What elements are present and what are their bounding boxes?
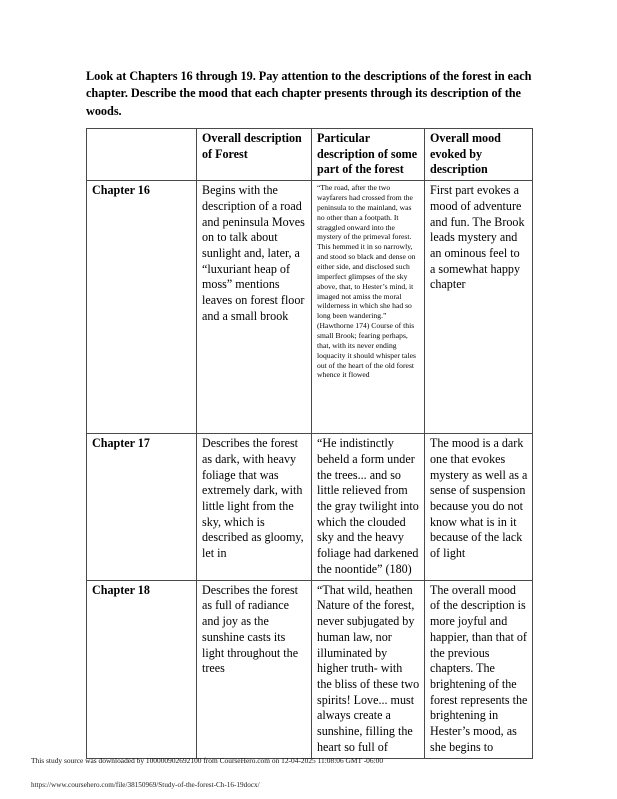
chapter-label: Chapter 17 xyxy=(87,434,197,580)
source-url[interactable]: https://www.coursehero.com/file/38150969/Study-of-the-forest-Ch-16-19docx/ xyxy=(31,781,260,789)
particular-description-cell: “He indistinctly beheld a form under the trees... and so little relieved from the gray twilight into which the clouded sky and the heavy foliage had darkened the noontide” (180) xyxy=(312,434,425,580)
table-row xyxy=(87,580,533,758)
mood-cell: The overall mood of the description is more joyful and happier, than that of the previous chapters. The brightening of the forest represents the brightening in Hester’s mood, as she begins to xyxy=(425,580,533,758)
overall-description-cell: Describes the forest as full of radiance and joy as the sunshine casts its light throughout the trees xyxy=(197,580,312,758)
particular-description-cell: “The road, after the two wayfarers had crossed from the peninsula to the mainland, was no other than a footpath. It straggled onward into the mystery of the primeval forest. This hemmed it in so narrowly, and stood so black and dense on either side, and disclosed such imperfect glimpses of the sky above, that, to Hester’s mind, it imaged not amiss the moral wilderness in which she had so long been wandering.” (Hawthorne 174) Course of this small Brook; fearing perhaps, that, with its never ending loquacity it should whisper tales out of the heart of the old forest whence it flowed xyxy=(312,181,425,434)
table-header-row xyxy=(87,129,533,181)
table-row xyxy=(87,181,533,434)
table-row xyxy=(87,434,533,580)
header-particular-description: Particular description of some part of the forest xyxy=(312,129,425,181)
header-overall-description: Overall description of Forest xyxy=(197,129,312,181)
overall-description-cell: Describes the forest as dark, with heavy foliage that was extremely dark, with little light from the sky, which is described as gloomy, let in xyxy=(197,434,312,580)
mood-cell: The mood is a dark one that evokes mystery as well as a sense of suspension because you do not know what is in it because of the lack of light xyxy=(425,434,533,580)
overall-description-cell: Begins with the description of a road and peninsula Moves on to talk about sunlight and, later, a “luxuriant heap of moss” mentions leaves on forest floor and a small brook xyxy=(197,181,312,434)
header-overall-mood: Overall mood evoked by description xyxy=(425,129,533,181)
header-corner-cell xyxy=(87,129,197,181)
particular-description-cell: “That wild, heathen Nature of the forest, never subjugated by human law, nor illuminated by higher truth- with the bliss of these two spirits! Love... must always create a sunshine, filling the heart so full of xyxy=(312,580,425,758)
download-attribution: This study source was downloaded by 100000902692100 from CourseHero.com on 12-04-2025 11:08:06 GMT -06:00 xyxy=(31,756,384,765)
forest-description-table xyxy=(86,128,533,759)
chapter-label: Chapter 16 xyxy=(87,181,197,434)
mood-cell: First part evokes a mood of adventure and fun. The Brook leads mystery and an ominous feel to a somewhat happy chapter xyxy=(425,181,533,434)
chapter-label: Chapter 18 xyxy=(87,580,197,758)
assignment-prompt: Look at Chapters 16 through 19. Pay attention to the descriptions of the forest in each chapter. Describe the mood that each chapter presents through its description of the woods. xyxy=(86,69,532,118)
